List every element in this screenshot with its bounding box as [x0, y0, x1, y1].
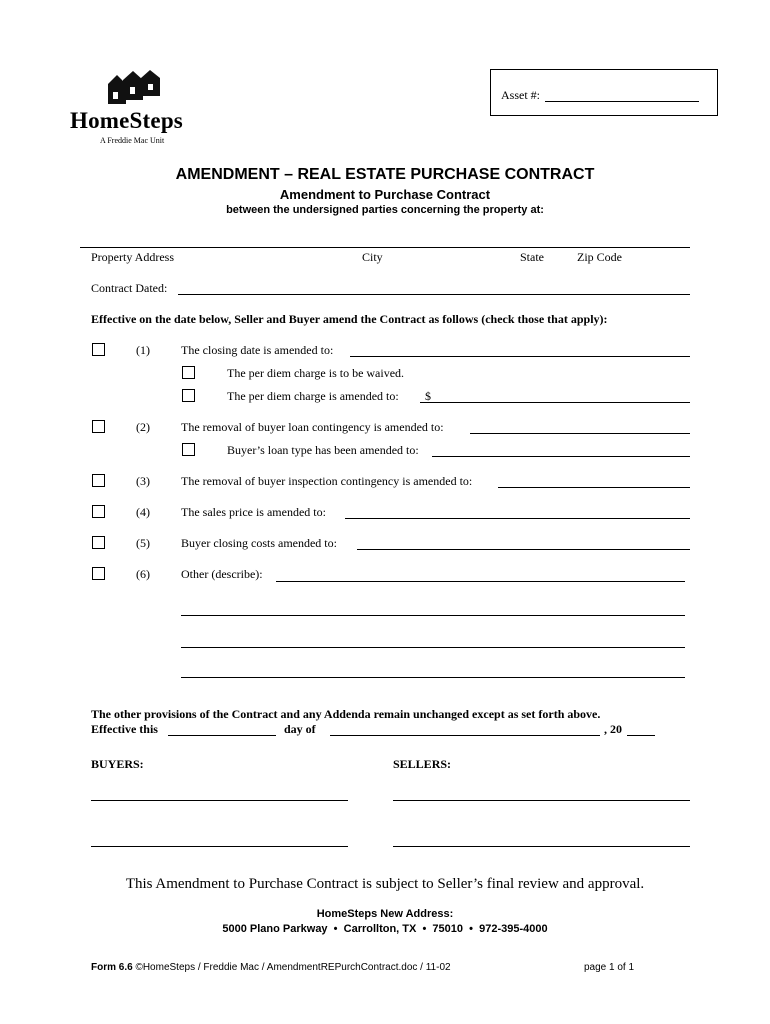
item-3-text: The removal of buyer inspection contingency is amended to: — [181, 474, 473, 488]
logo-tagline: A Freddie Mac Unit — [100, 136, 165, 145]
sellers-label: SELLERS: — [393, 757, 452, 771]
address-line: 5000 Plano Parkway • Carrollton, TX • 75010 • 972-395-4000 — [222, 923, 548, 935]
homesteps-logo — [70, 70, 210, 150]
item-1-checkbox[interactable] — [92, 343, 105, 356]
other-describe-line-4[interactable] — [181, 677, 685, 678]
item-5-number: (5) — [136, 536, 150, 550]
asset-number-line[interactable] — [545, 101, 699, 102]
item-1b-checkbox[interactable] — [182, 389, 195, 402]
asset-label: Asset #: — [501, 88, 540, 102]
item-1a-checkbox[interactable] — [182, 366, 195, 379]
document-title: AMENDMENT – REAL ESTATE PURCHASE CONTRACT — [175, 166, 595, 183]
footer-page-number: page 1 of 1 — [584, 962, 635, 973]
contract-dated-label: Contract Dated: — [91, 281, 168, 295]
effective-day-line[interactable] — [168, 735, 276, 736]
effective-month-line[interactable] — [330, 735, 600, 736]
item-1a-text: The per diem charge is to be waived. — [227, 366, 405, 380]
item-1b-currency: $ — [425, 389, 431, 403]
item-2a-line[interactable] — [432, 456, 690, 457]
property-line[interactable] — [80, 247, 690, 248]
item-1b-text: The per diem charge is amended to: — [227, 389, 399, 403]
item-2-checkbox[interactable] — [92, 420, 105, 433]
item-2-line[interactable] — [470, 433, 690, 434]
document-between: between the undersigned parties concerning the property at: — [226, 204, 544, 216]
day-of-label: day of — [284, 722, 316, 736]
review-notice: This Amendment to Purchase Contract is subject to Seller’s final review and approval. — [125, 876, 645, 892]
logo-name: HomeSteps — [70, 108, 183, 133]
item-2-text: The removal of buyer loan contingency is amended to: — [181, 420, 444, 434]
buyer-signature-line-2[interactable] — [91, 846, 348, 847]
seller-signature-line-2[interactable] — [393, 846, 690, 847]
item-3-checkbox[interactable] — [92, 474, 105, 487]
other-describe-line-3[interactable] — [181, 647, 685, 648]
item-5-text: Buyer closing costs amended to: — [181, 536, 337, 550]
item-1-number: (1) — [136, 343, 150, 357]
other-describe-line-2[interactable] — [181, 615, 685, 616]
item-6-number: (6) — [136, 567, 150, 581]
effective-intro: Effective on the date below, Seller and Buyer amend the Contract as follows (check those that apply): — [91, 312, 608, 326]
item-1b-line[interactable] — [420, 402, 690, 403]
asset-box — [490, 69, 718, 116]
effective-year-line[interactable] — [627, 735, 655, 736]
item-3-number: (3) — [136, 474, 150, 488]
zip-code-label: Zip Code — [577, 250, 622, 264]
item-4-text: The sales price is amended to: — [181, 505, 326, 519]
item-5-line[interactable] — [357, 549, 690, 550]
item-2-number: (2) — [136, 420, 150, 434]
effective-this-label: Effective this — [91, 722, 158, 736]
state-label: State — [520, 250, 544, 264]
item-6-checkbox[interactable] — [92, 567, 105, 580]
item-6-line[interactable] — [276, 581, 685, 582]
seller-signature-line-1[interactable] — [393, 800, 690, 801]
form-source: ©HomeSteps / Freddie Mac / AmendmentREPurchContract.doc / 11-02 — [132, 962, 451, 973]
buyer-signature-line-1[interactable] — [91, 800, 348, 801]
item-2a-text: Buyer’s loan type has been amended to: — [227, 443, 419, 457]
document-subtitle: Amendment to Purchase Contract — [279, 187, 491, 202]
provisions-text: The other provisions of the Contract and any Addenda remain unchanged except as set forth above. — [91, 707, 601, 721]
contract-dated-line[interactable] — [178, 294, 690, 295]
item-6-text: Other (describe): — [181, 567, 263, 581]
item-1-line[interactable] — [350, 356, 690, 357]
houses-icon — [108, 70, 162, 106]
year-prefix: , 20 — [604, 722, 622, 736]
address-heading: HomeSteps New Address: — [316, 908, 454, 920]
item-3-line[interactable] — [498, 487, 690, 488]
item-4-checkbox[interactable] — [92, 505, 105, 518]
buyers-label: BUYERS: — [91, 757, 144, 771]
property-address-label: Property Address — [91, 250, 174, 264]
footer-form-info — [91, 962, 451, 973]
item-1-text: The closing date is amended to: — [181, 343, 334, 357]
item-4-number: (4) — [136, 505, 150, 519]
item-5-checkbox[interactable] — [92, 536, 105, 549]
city-label: City — [362, 250, 383, 264]
form-number: Form 6.6 — [91, 962, 133, 973]
item-4-line[interactable] — [345, 518, 690, 519]
item-2a-checkbox[interactable] — [182, 443, 195, 456]
